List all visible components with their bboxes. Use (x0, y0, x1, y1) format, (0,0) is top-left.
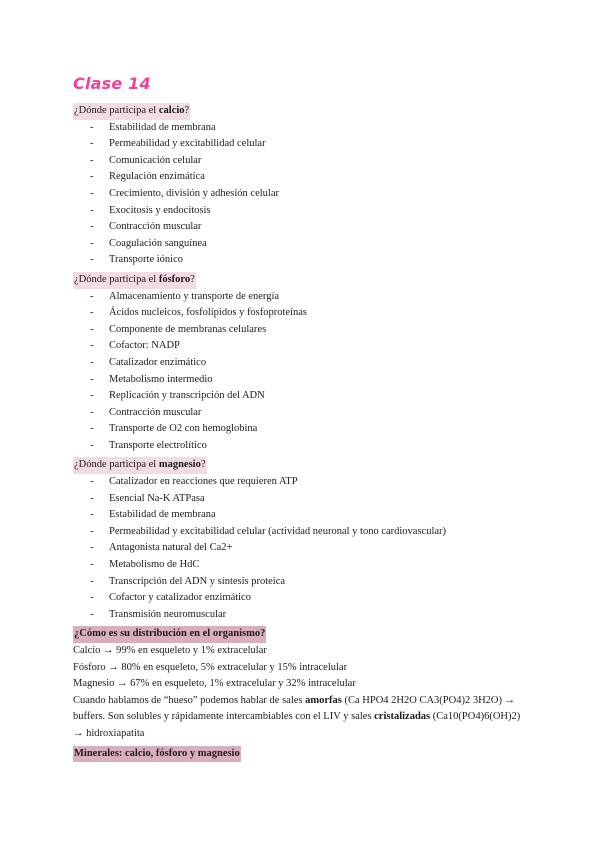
question-keyword: fósforo (158, 273, 191, 285)
distribution-heading: ¿Cómo es su distribución en el organismo? (73, 626, 266, 643)
list-item: - Contracción muscular (73, 219, 533, 236)
minerals-heading: Minerales: calcio, fósforo y magnesio (73, 746, 241, 763)
list-item: - Estabilidad de membrana (73, 120, 533, 137)
list-item: - Cofactor: NADP (73, 338, 533, 355)
question-text: ¿Dónde participa el (74, 105, 159, 116)
list-fosforo (73, 289, 533, 455)
question-keyword: magnesio (158, 459, 201, 471)
list-item: - Comunicación celular (73, 153, 533, 170)
section-minerales (73, 743, 533, 763)
question-mark: ? (184, 105, 190, 116)
question-mark: ? (190, 273, 195, 285)
section-fosforo (73, 269, 533, 455)
distribution-line-magnesio: Magnesio → 67% en esqueleto, 1% extracelular y 32% intracelular (73, 678, 356, 690)
section-distribucion (73, 623, 533, 742)
hueso-bold-cristalizadas: cristalizadas (374, 711, 431, 723)
list-calcio (73, 120, 533, 269)
section-calcio (73, 100, 533, 269)
distribution-line-calcio: Calcio → 99% en esqueleto y 1% extracelular (73, 645, 267, 656)
list-item: - Ácidos nucleicos, fosfolípidos y fosfoproteínas (73, 305, 533, 322)
hueso-paragraph (73, 693, 533, 743)
list-item: - Permeabilidad y excitabilidad celular (actividad neuronal y tono cardiovascular) (73, 524, 533, 541)
list-item: - Transporte electrolítico (73, 438, 533, 455)
list-item: - Transporte de O2 con hemoglobina (73, 421, 533, 438)
section-magnesio (73, 454, 533, 623)
question-magnesio (73, 457, 207, 474)
list-magnesio (73, 474, 533, 623)
list-item: - Regulación enzimática (73, 169, 533, 186)
list-item: - Coagulación sanguínea (73, 236, 533, 253)
question-fosforo (73, 272, 196, 289)
list-item: - Contracción muscular (73, 405, 533, 422)
hueso-bold-amorfas: amorfas (305, 694, 342, 706)
hueso-text-2: (Ca HPO4 2H2O CA3(PO4)2 3H2O) → buffers. Son solubles y rápidamente intercambiables con el LIV y sales (73, 694, 516, 723)
question-mark: ? (200, 459, 206, 471)
question-text: ¿Dónde participa el (74, 459, 159, 471)
list-item: - Metabolismo de HdC (73, 557, 533, 574)
list-item: - Catalizador en reacciones que requieren ATP (73, 474, 533, 491)
list-item: - Componente de membranas celulares (73, 322, 533, 339)
list-item: - Transporte iónico (73, 252, 533, 269)
question-keyword: calcio (158, 105, 185, 116)
question-text: ¿Dónde participa el (74, 273, 159, 285)
notes-body (73, 100, 533, 762)
list-item: - Transmisión neuromuscular (73, 607, 533, 624)
list-item: - Estabilidad de membrana (73, 507, 533, 524)
list-item: - Catalizador enzimático (73, 355, 533, 372)
list-item: - Cofactor y catalizador enzimático (73, 590, 533, 607)
list-item: - Replicación y transcripción del ADN (73, 388, 533, 405)
list-item: - Esencial Na-K ATPasa (73, 491, 533, 508)
list-item: - Metabolismo intermedio (73, 372, 533, 389)
list-item: - Almacenamiento y transporte de energía (73, 289, 533, 306)
list-item: - Permeabilidad y excitabilidad celular (73, 136, 533, 153)
list-item: - Transcripción del ADN y síntesis proteica (73, 574, 533, 591)
page-title: Clase 14 (73, 74, 151, 93)
list-item: - Antagonista natural del Ca2+ (73, 540, 533, 557)
distribution-line-fosforo: Fósforo → 80% en esqueleto, 5% extracelular y 15% intracelular (73, 661, 348, 673)
hueso-text-3: (Ca10(PO4)6(OH)2) → hidroxiapatita (73, 711, 521, 739)
list-item: - Crecimiento, división y adhesión celular (73, 186, 533, 203)
question-calcio (73, 103, 190, 120)
hueso-text-1: Cuando hablamos de “hueso” podemos hablar de sales (73, 694, 306, 706)
list-item: - Exocitosis y endocitosis (73, 203, 533, 220)
